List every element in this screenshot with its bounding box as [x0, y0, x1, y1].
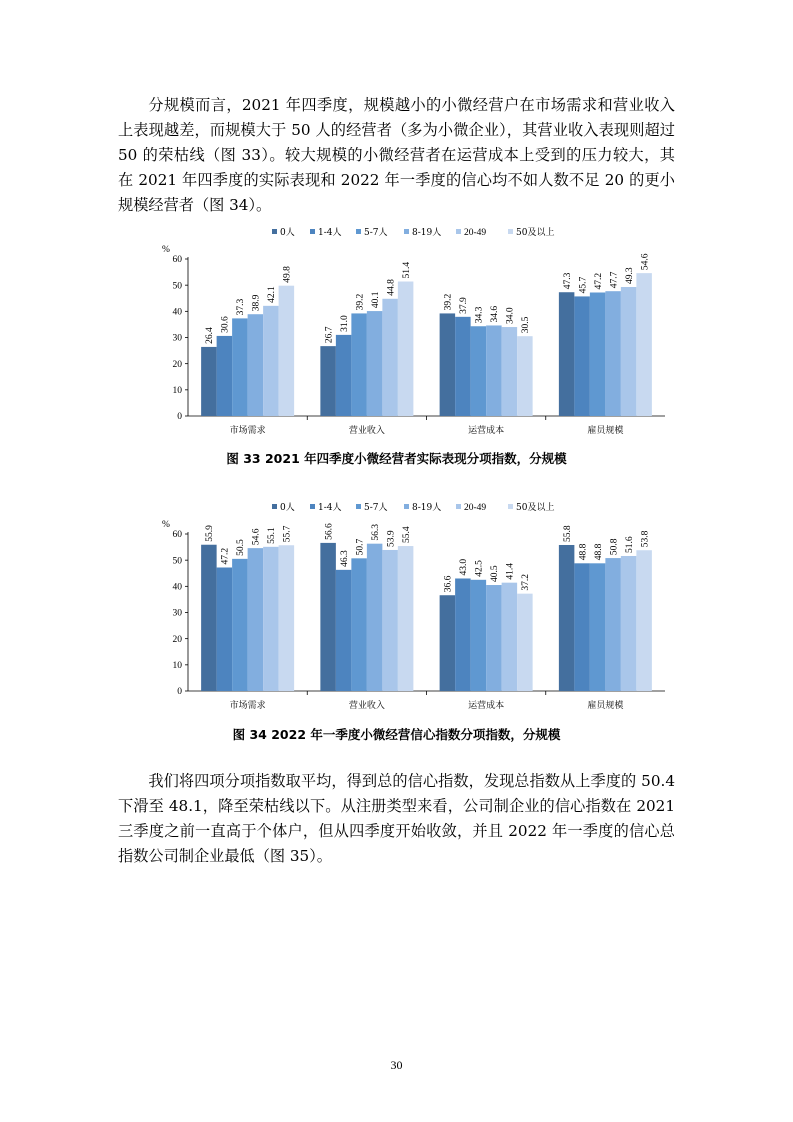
data-label-1-2: 30.6 [220, 316, 231, 333]
y-tick-label: 50 [172, 281, 182, 292]
data-label-2-3: 39.2 [355, 293, 366, 311]
data-label-1-1: 26.4 [205, 327, 216, 344]
data-label-2-3: 50.7 [355, 538, 366, 556]
data-label-3-6: 37.2 [521, 574, 532, 591]
chart-34-svg [150, 499, 670, 719]
x-category-label: 运营成本 [468, 701, 505, 711]
y-axis-label: % [162, 245, 170, 255]
data-label-4-2: 45.7 [578, 276, 589, 294]
legend-label-4: 8-19人 [412, 503, 442, 513]
data-label-3-1: 36.6 [443, 575, 454, 593]
x-category-label: 市场需求 [229, 701, 266, 711]
bar-3-4 [486, 325, 502, 416]
data-label-2-5: 44.8 [386, 279, 397, 296]
x-category-label: 雇员规模 [587, 426, 624, 436]
bar-4-3 [590, 563, 606, 691]
data-label-2-1: 26.7 [324, 326, 335, 344]
paragraph-2: 我们将四项分项指数取平均，得到总的信心指数，发现总指数从上季度的 50.4 下滑至 48.1，降至荣枯线以下。从注册类型来看，公司制企业的信心指数在 2021 三季度之前一直高于个体户，但从四季度开始收敛，并且 2022 年一季度的信心总指数公司制企业最低（图 35）。 [118, 772, 675, 865]
chart-figure-33 [150, 224, 670, 444]
y-tick-label: 30 [172, 333, 182, 344]
legend-label-3: 5-7人 [364, 503, 388, 513]
bar-3-4 [486, 585, 502, 691]
chart-2-legend [272, 501, 554, 513]
x-category-label: 运营成本 [468, 426, 505, 436]
data-label-2-5: 53.9 [386, 530, 397, 547]
data-label-2-2: 46.3 [339, 550, 350, 567]
bar-2-4 [367, 311, 383, 416]
data-label-3-4: 40.5 [490, 565, 501, 583]
bar-4-2 [574, 296, 590, 416]
data-label-3-3: 34.3 [474, 306, 485, 324]
legend-swatch-3 [356, 504, 361, 509]
legend-swatch-1 [272, 504, 277, 509]
legend-swatch-2 [310, 504, 315, 509]
data-label-3-3: 42.5 [474, 560, 485, 577]
bar-1-3 [232, 318, 248, 416]
bar-1-2 [217, 567, 233, 691]
data-label-3-5: 41.4 [505, 563, 516, 580]
y-tick-label: 10 [172, 386, 182, 397]
y-tick-label: 60 [172, 530, 182, 541]
y-axis-label: % [162, 520, 170, 530]
bar-2-2 [336, 335, 352, 416]
data-label-2-6: 51.4 [401, 261, 412, 279]
data-label-2-2: 31.0 [339, 315, 350, 332]
bar-1-5 [263, 547, 279, 691]
y-tick-label: 30 [172, 608, 182, 619]
bar-2-2 [336, 570, 352, 691]
chart-figure-34 [150, 499, 670, 719]
data-label-1-1: 55.9 [205, 525, 216, 542]
data-label-4-3: 48.8 [593, 543, 604, 561]
bar-2-6 [398, 282, 414, 416]
legend-label-5: 20-49 [464, 228, 487, 238]
bar-1-1 [201, 545, 217, 691]
data-label-1-4: 54.6 [251, 528, 262, 546]
data-label-1-4: 38.9 [251, 294, 262, 312]
legend-label-1: 0人 [280, 228, 295, 238]
data-label-4-4: 50.8 [609, 538, 620, 556]
legend-label-6: 50及以上 [516, 503, 555, 513]
data-label-2-4: 56.3 [370, 524, 381, 541]
bar-2-3 [351, 313, 367, 416]
data-label-4-4: 47.7 [609, 271, 620, 289]
y-tick-label: 0 [177, 412, 182, 423]
bar-2-1 [320, 543, 336, 691]
legend-label-4: 8-19人 [412, 228, 442, 238]
data-label-1-6: 49.8 [282, 266, 293, 283]
legend-swatch-5 [456, 504, 461, 509]
legend-label-2: 1-4人 [318, 503, 342, 513]
data-label-3-2: 43.0 [459, 558, 470, 576]
bar-2-5 [382, 550, 398, 691]
bar-1-4 [248, 314, 264, 416]
bar-4-6 [636, 273, 652, 416]
bar-3-1 [440, 595, 456, 691]
data-label-2-4: 40.1 [370, 291, 381, 309]
legend-swatch-6 [508, 504, 513, 509]
data-label-3-6: 30.5 [521, 316, 532, 334]
chart-33-svg [150, 224, 670, 444]
data-label-4-6: 53.8 [640, 530, 651, 548]
paragraph-1: 分规模而言，2021 年四季度，规模越小的小微经营户在市场需求和营业收入上表现越差，而规模大于 50 人的经营者（多为小微企业），其营业收入表现则超过 50 的荣枯线（图 33）。较大规模的小微经营者在运营成本上受到的压力较大，其在 2021 年四季度的实际表现和 2022 年一季度的信心均不如人数不足 20 的更小规模经营者（图 34）。 [118, 96, 675, 214]
bar-1-5 [263, 306, 279, 416]
bar-4-1 [559, 545, 575, 691]
bar-3-6 [517, 336, 533, 416]
x-category-label: 营业收入 [348, 701, 385, 711]
y-tick-label: 10 [172, 661, 182, 672]
bar-1-3 [232, 559, 248, 691]
data-label-2-6: 55.4 [401, 526, 412, 544]
bar-2-6 [398, 546, 414, 691]
data-label-4-2: 48.8 [578, 543, 589, 561]
data-label-1-6: 55.7 [282, 525, 293, 543]
y-tick-label: 0 [177, 687, 182, 698]
y-tick-label: 20 [172, 634, 182, 645]
y-tick-label: 60 [172, 255, 182, 266]
bar-4-5 [621, 556, 637, 691]
bar-3-3 [471, 580, 487, 691]
data-label-1-3: 37.3 [236, 298, 247, 316]
y-tick-label: 40 [172, 307, 182, 318]
legend-swatch-4 [404, 229, 409, 234]
data-label-1-3: 50.5 [236, 539, 247, 556]
bar-4-5 [621, 287, 637, 416]
bar-4-6 [636, 550, 652, 691]
bar-1-2 [217, 336, 233, 416]
data-label-1-5: 55.1 [267, 527, 278, 544]
legend-swatch-4 [404, 504, 409, 509]
page-number: 30 [390, 1058, 403, 1072]
data-label-3-2: 37.9 [459, 297, 470, 314]
data-label-1-5: 42.1 [267, 286, 278, 303]
bar-1-6 [279, 545, 295, 691]
legend-swatch-2 [310, 229, 315, 234]
caption-figure-33: 图 33 2021 年四季度小微经营者实际表现分项指数，分规模 [226, 451, 567, 466]
data-label-3-4: 34.6 [490, 305, 501, 323]
data-label-3-5: 34.0 [505, 307, 516, 325]
bar-3-1 [440, 313, 456, 416]
legend-label-3: 5-7人 [364, 228, 388, 238]
x-category-label: 营业收入 [348, 426, 385, 436]
bar-4-2 [574, 563, 590, 691]
data-label-1-2: 47.2 [220, 547, 231, 565]
bar-4-3 [590, 292, 606, 416]
bar-4-4 [605, 291, 621, 416]
bar-2-3 [351, 558, 367, 691]
bar-2-5 [382, 299, 398, 416]
bar-3-2 [455, 317, 471, 416]
caption-figure-34: 图 34 2022 年一季度小微经营信心指数分项指数，分规模 [232, 727, 561, 742]
data-label-4-3: 47.2 [593, 272, 604, 290]
y-tick-label: 20 [172, 359, 182, 370]
bar-3-5 [502, 583, 518, 691]
bar-1-6 [279, 286, 295, 416]
data-label-4-6: 54.6 [640, 253, 651, 271]
data-label-4-5: 49.3 [624, 267, 635, 284]
legend-swatch-5 [456, 229, 461, 234]
legend-label-2: 1-4人 [318, 228, 342, 238]
legend-label-5: 20-49 [464, 503, 487, 513]
bar-4-4 [605, 558, 621, 691]
bar-2-1 [320, 346, 336, 416]
bar-1-1 [201, 347, 217, 416]
y-tick-label: 40 [172, 582, 182, 593]
legend-label-1: 0人 [280, 503, 295, 513]
bar-3-2 [455, 578, 471, 691]
bar-3-5 [502, 327, 518, 416]
y-tick-label: 50 [172, 556, 182, 567]
legend-swatch-6 [508, 229, 513, 234]
data-label-2-1: 56.6 [324, 523, 335, 540]
bar-3-3 [471, 326, 487, 416]
data-label-4-1: 55.8 [562, 525, 573, 542]
bar-1-4 [248, 548, 264, 691]
legend-swatch-1 [272, 229, 277, 234]
x-category-label: 雇员规模 [587, 701, 624, 711]
data-label-3-1: 39.2 [443, 293, 454, 311]
legend-label-6: 50及以上 [516, 228, 555, 238]
data-label-4-5: 51.6 [624, 536, 635, 553]
legend-swatch-3 [356, 229, 361, 234]
bar-2-4 [367, 544, 383, 691]
bar-4-1 [559, 292, 575, 416]
chart-1-legend [272, 226, 554, 238]
x-category-label: 市场需求 [229, 426, 266, 436]
data-label-4-1: 47.3 [562, 272, 573, 290]
bar-3-6 [517, 594, 533, 691]
